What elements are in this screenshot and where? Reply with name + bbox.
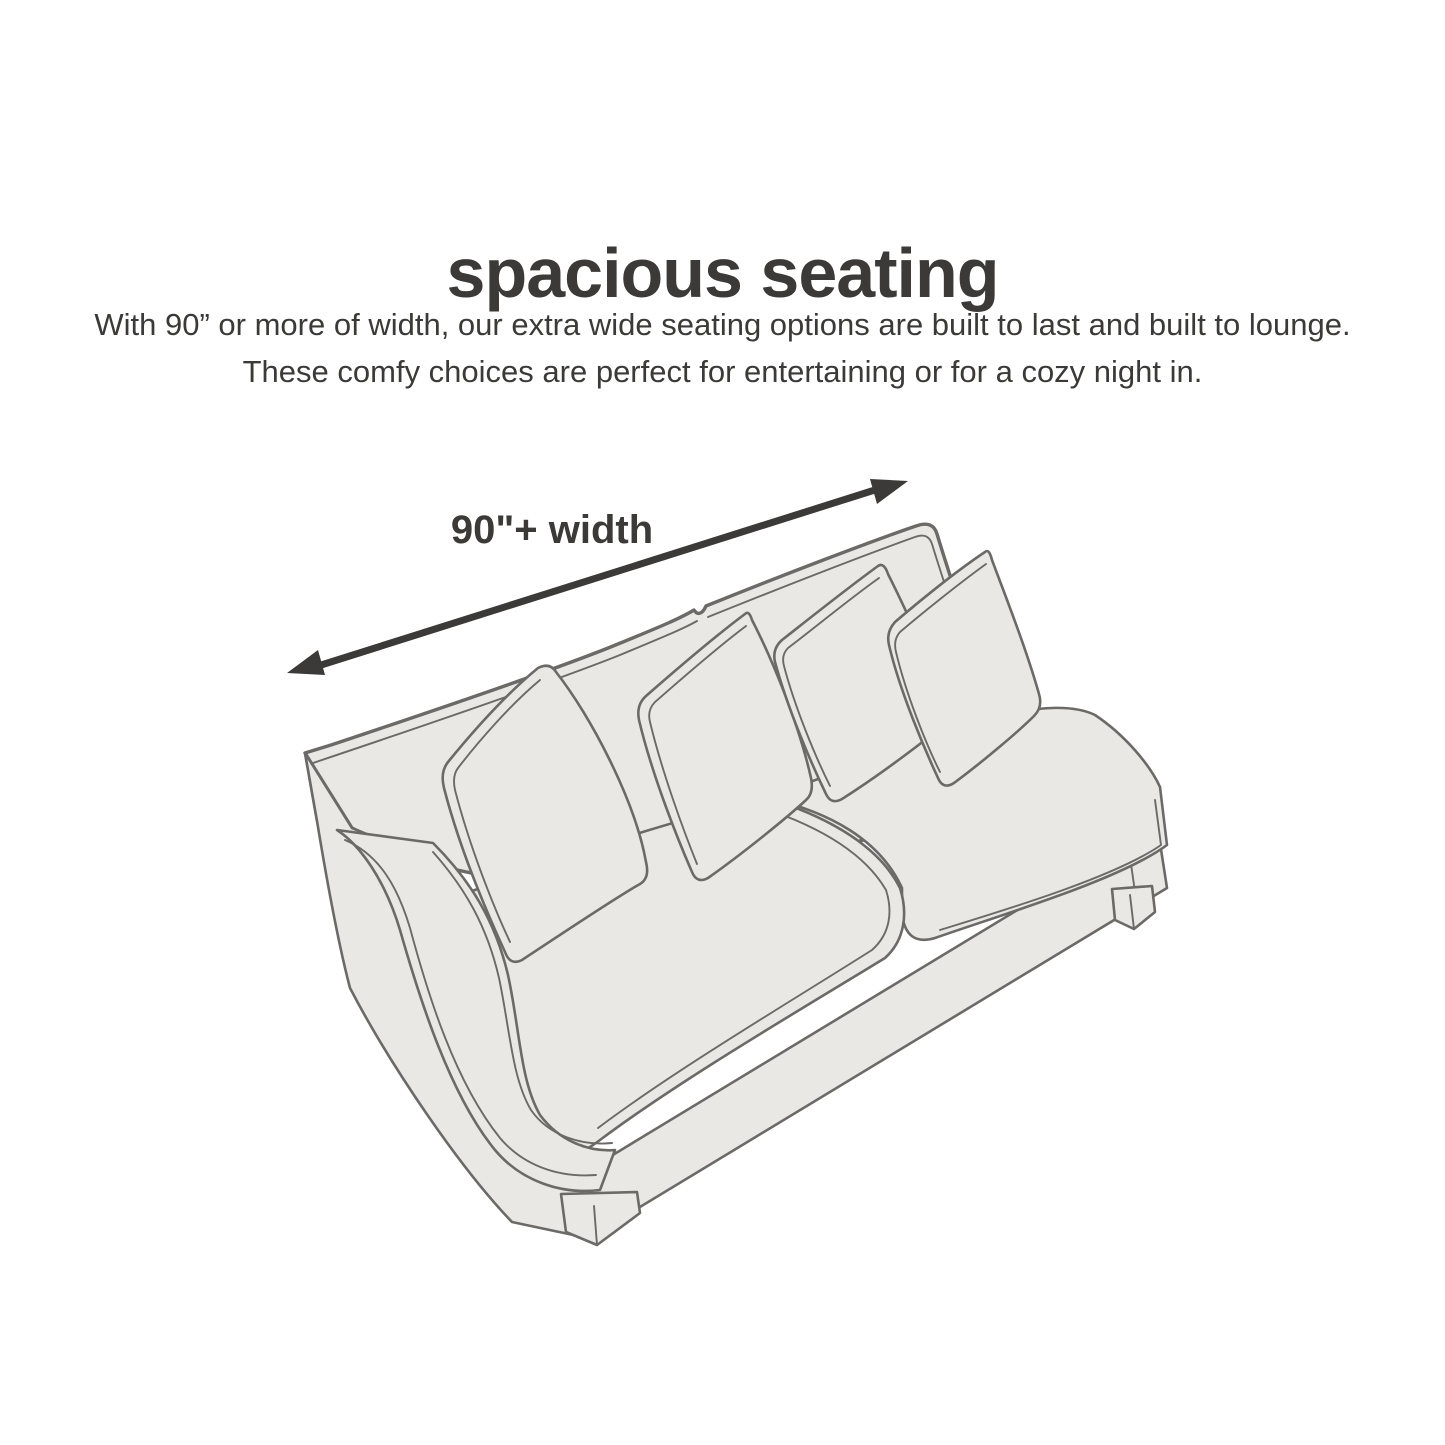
arrow-head-right [870, 479, 908, 504]
page-title: spacious seating [446, 233, 999, 312]
intro-line-1: With 90” or more of width, our extra wide seating options are built to last and built to lounge. [94, 307, 1351, 342]
width-label: 90"+ width [450, 508, 654, 552]
intro-line-2: These comfy choices are perfect for entertaining or for a cozy night in. [242, 354, 1203, 389]
sofa-front-foot [561, 1192, 640, 1245]
arrow-head-left [287, 650, 325, 675]
